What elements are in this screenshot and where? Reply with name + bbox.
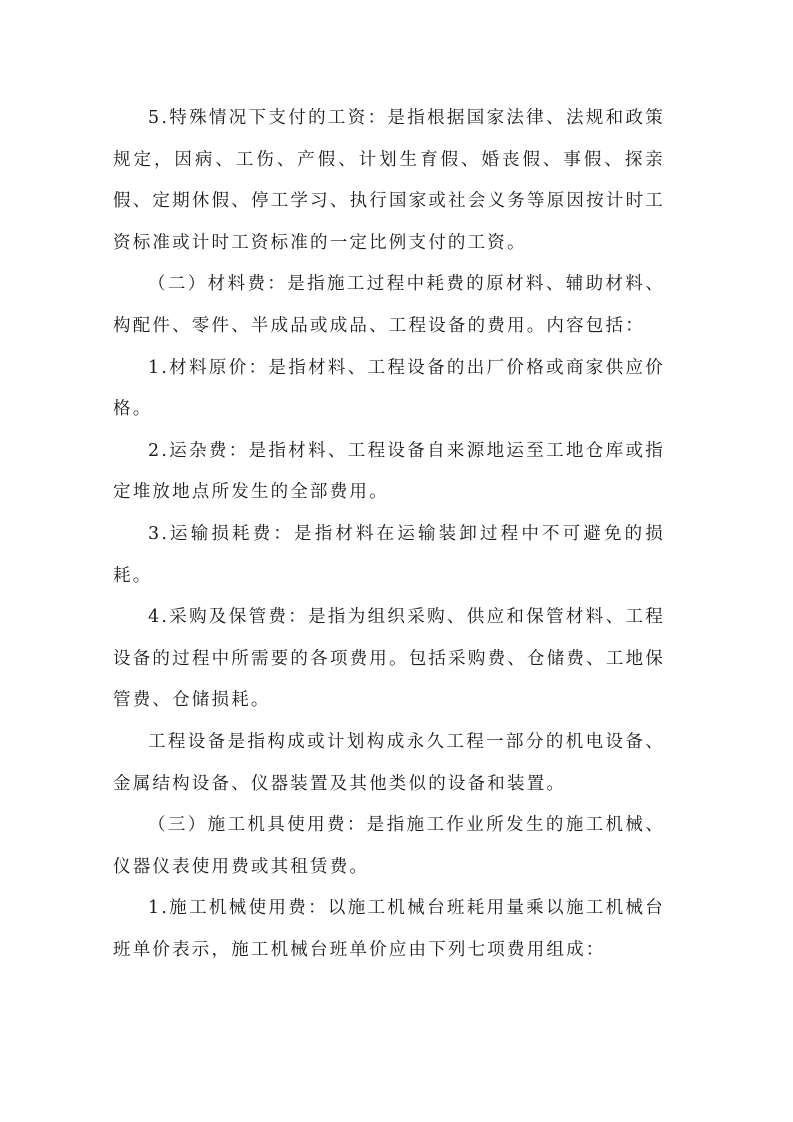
paragraph-special-wages: 5.特殊情况下支付的工资：是指根据国家法律、法规和政策规定，因病、工伤、产假、计划生育假、婚丧假、事假、探亲假、定期休假、停工学习、执行国家或社会义务等原因按计时工资标准或计时工资标准的一定比例支付的工资。 bbox=[113, 108, 665, 253]
paragraph-equipment-definition: 工程设备是指构成或计划构成永久工程一部分的机电设备、金属结构设备、仪器装置及其他类似的设备和装置。 bbox=[113, 731, 665, 794]
paragraph-procurement: 4.采购及保管费：是指为组织采购、供应和保管材料、工程设备的过程中所需要的各项费用。包括采购费、仓储费、工地保管费、仓储损耗。 bbox=[113, 607, 665, 711]
paragraph-freight: 2.运杂费：是指材料、工程设备自来源地运至工地仓库或指定堆放地点所发生的全部费用。 bbox=[113, 440, 665, 503]
paragraph-machinery-usage: 1.施工机械使用费：以施工机械台班耗用量乘以施工机械台班单价表示，施工机械台班单价应由下列七项费用组成： bbox=[113, 898, 665, 960]
paragraph-material-price: 1.材料原价：是指材料、工程设备的出厂价格或商家供应价格。 bbox=[113, 357, 665, 420]
paragraph-material-cost: （二）材料费：是指施工过程中耗费的原材料、辅助材料、构配件、零件、半成品或成品、工程设备的费用。内容包括： bbox=[113, 274, 665, 336]
document-body bbox=[113, 98, 665, 971]
paragraph-machinery-cost: （三）施工机具使用费：是指施工作业所发生的施工机械、仪器仪表使用费或其租赁费。 bbox=[113, 815, 665, 877]
paragraph-transport-loss: 3.运输损耗费：是指材料在运输装卸过程中不可避免的损耗。 bbox=[113, 523, 665, 586]
